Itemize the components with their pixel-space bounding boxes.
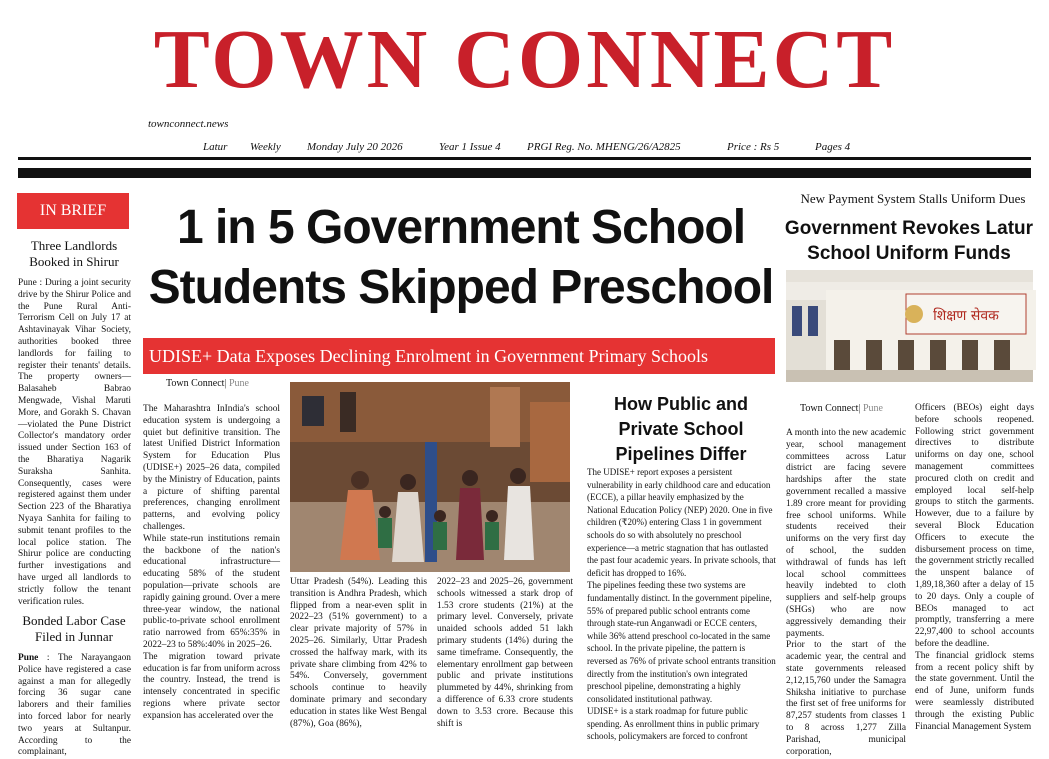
school-building-photo	[786, 270, 1033, 382]
issue-price: Price : Rs 5	[727, 141, 780, 153]
brief-story2-place: Pune	[18, 653, 39, 663]
main-byline: Town Connect| Pune	[166, 378, 249, 389]
brief-story2-text: : The Narayangaon Police have registered a case against a man for allegedly forcing 36 sugar cane laborers and their families into forced labor for nearly two years at Sultanpur. According to the complainant,	[18, 653, 131, 758]
right-headline: Government Revokes Latur School Uniform Funds	[784, 218, 1034, 264]
pipeline-story-body: The UDISE+ report exposes a persistent vulnerability in early childhood care and education (ECCE), a pillar heavily emphasized by the National Education Policy (NEP) 2020. One in five children (₹20%) entering Class 1 in government schools do so with absolutely no preschool experience—a metric stagnation that has outlasted the past four academic years. In private schools, that deficit has dropped to 16%. The pipelines feeding these two systems are fundamentally distinct. In the government pipeline, 55% of prepared public school entrants come through state-run Anganwadi or ECCE centers, while 36% attend preschool co-located in the same school. In the private pipeline, the pattern is reversed as 76% of private school entrants transition directly from the institution's own integrated preschool pipeline, demonstrating a highly consolidated institutional pathway. UDISE+ is a stark roadmap for future public spending. As enrollment thins in public primary schools, policymakers are forced to confront	[587, 467, 776, 742]
school-children-photo	[290, 382, 570, 572]
right-column-2: Officers (BEOs) eight days before schools reopened. Following strict government directives to distribute uniforms on day one, school management committees procured cloth on credit and employed local self-help groups to stitch the garments. However, due to a failure by several Block Education Officers to execute the disbursement process on time, the government strictly recalled the unspent balance of 1,89,18,360 after a delay of 15 to 20 days. Only a couple of BEOs managed to act promptly, transferring a mere 22,97,400 to school accounts before the deadline. The financial gridlock stems from a recent policy shift by the state government. Until the end of June, uniform funds were seamlessly distributed through the existing Public Financial Management System	[915, 403, 1034, 732]
main-column-1: The Maharashtra InIndia's school education system is undergoing a quiet but definitive transition. The latest Unified District Information System for Education Plus (UDISE+) 2025–26 data, compiled by the Ministry of Education, paints a picture of shifting parental preferences, changing enrollment patterns, and evolving policy challenges. While state-run institutions remain the backbone of the nation's educational infrastructure—educating 58% of the student population—private schools are rapidly gaining ground. Over a mere three-year window, the national public-to-private school enrollment ratio narrowed from 65%:35% in 2022–23 to 58%:40% in 2025–26. The migration toward private education is far from uniform across the country. Instead, the trend is intensely concentrated in specific regions where private sector expansion has accelerated over the	[143, 404, 280, 721]
main-column-3: 2022–23 and 2025–26, government schools witnessed a stark drop of 1.53 crore students (21%) at the primary level. Conversely, private unaided schools added 51 lakh primary students (14%) during the same timeframe. Consequently, the elementary enrollment gap between public and private institutions plummeted by 44%, shrinking from a difference of 6.33 crore students down to 3.53 crore. Because this shift is	[437, 577, 573, 729]
building-sign-text: शिक्षण सेवक	[933, 308, 999, 324]
main-subheadline: UDISE+ Data Exposes Declining Enrolment in Government Primary Schools	[143, 338, 775, 374]
school-photo-svg	[290, 382, 570, 572]
pipeline-story-headline: How Public and Private School Pipelines Differ	[613, 394, 748, 464]
issue-frequency: Weekly	[250, 141, 281, 153]
brief-story2-body	[18, 653, 131, 758]
site-url[interactable]: townconnect.news	[148, 118, 229, 130]
brief-story2-title: Bonded Labor Case Filed in Junnar	[22, 613, 126, 644]
issue-date: Monday July 20 2026	[307, 141, 403, 153]
right-byline-paper: Town Connect	[800, 403, 859, 414]
brief-story1-title: Three Landlords Booked in Shirur	[29, 238, 119, 269]
right-kicker: New Payment System Stalls Uniform Dues	[800, 191, 1026, 206]
brief-story1-body: Pune : During a joint security drive by the Shirur Police and the Pune Rural Anti-Terrorism Cell on July 17 at Ashtavinayak Vihar Society, authorities booked three landlords for failing to register their tenants' details. The property owners—Balasaheb Babrao Mengwade, Vishal Maruti More, and Gorakh S. Chavan—violated the Pune District Collector's mandatory order issued under Section 163 of the Bharatiya Nagarik Suraksha Sanhita. Consequently, cases were registered against them under Section 223 of the Bharatiya Nyaya Sanhita for failing to submit tenant profiles to the local police station. The Shirur police are conducting further investigations and have urged all landlords to strictly follow the tenant verification rules.	[18, 278, 131, 607]
issue-pages: Pages 4	[815, 141, 851, 153]
main-headline: 1 in 5 Government School Students Skipped Preschool	[148, 201, 774, 314]
registration-number: PRGI Reg. No. MHENG/26/A2825	[527, 141, 681, 153]
masthead-title: TOWN CONNECT	[153, 13, 896, 106]
main-column-2: Uttar Pradesh (54%). Leading this transition is Andhra Pradesh, which flipped from a near-even split in 2022–23 (51% government) to a clear private majority of 57% in 2025–26. Similarly, Uttar Pradesh crossed the halfway mark, with its private share climbing from 42% to 54%. Conversely, government schools continue to heavily dominate primary and secondary education in states like West Bengal (87%), Goa (86%),	[290, 577, 427, 729]
byline-place: Pune	[228, 378, 249, 389]
building-photo-svg	[786, 270, 1033, 382]
masthead-rule-thin	[18, 157, 1031, 160]
right-byline-place: Pune	[862, 403, 883, 414]
issue-city: Latur	[203, 141, 228, 153]
right-byline: Town Connect| Pune	[800, 403, 883, 414]
issue-number: Year 1 Issue 4	[439, 141, 501, 153]
byline-paper: Town Connect	[166, 378, 225, 389]
right-column-1: A month into the new academic year, school management committees across Latur district are facing severe hardships after the state government recalled a massive 1.89 crore meant for providing free school uniforms. While students received their uniforms on the very first day of school, the sudden withdrawal of funds has left local school committees heavily indebted to cloth suppliers and self-help groups (SHGs) who are now aggressively demanding their payments. Prior to the start of the academic year, the central and state governments released 2,12,15,760 under the Samagra Shiksha initiative to purchase the first set of free uniforms for 87,257 students from classes 1 to 8 across 1,277 Zilla Parishad, municipal corporation,	[786, 428, 906, 757]
masthead-rule-thick	[18, 168, 1031, 178]
in-brief-badge: IN BRIEF	[17, 193, 129, 229]
